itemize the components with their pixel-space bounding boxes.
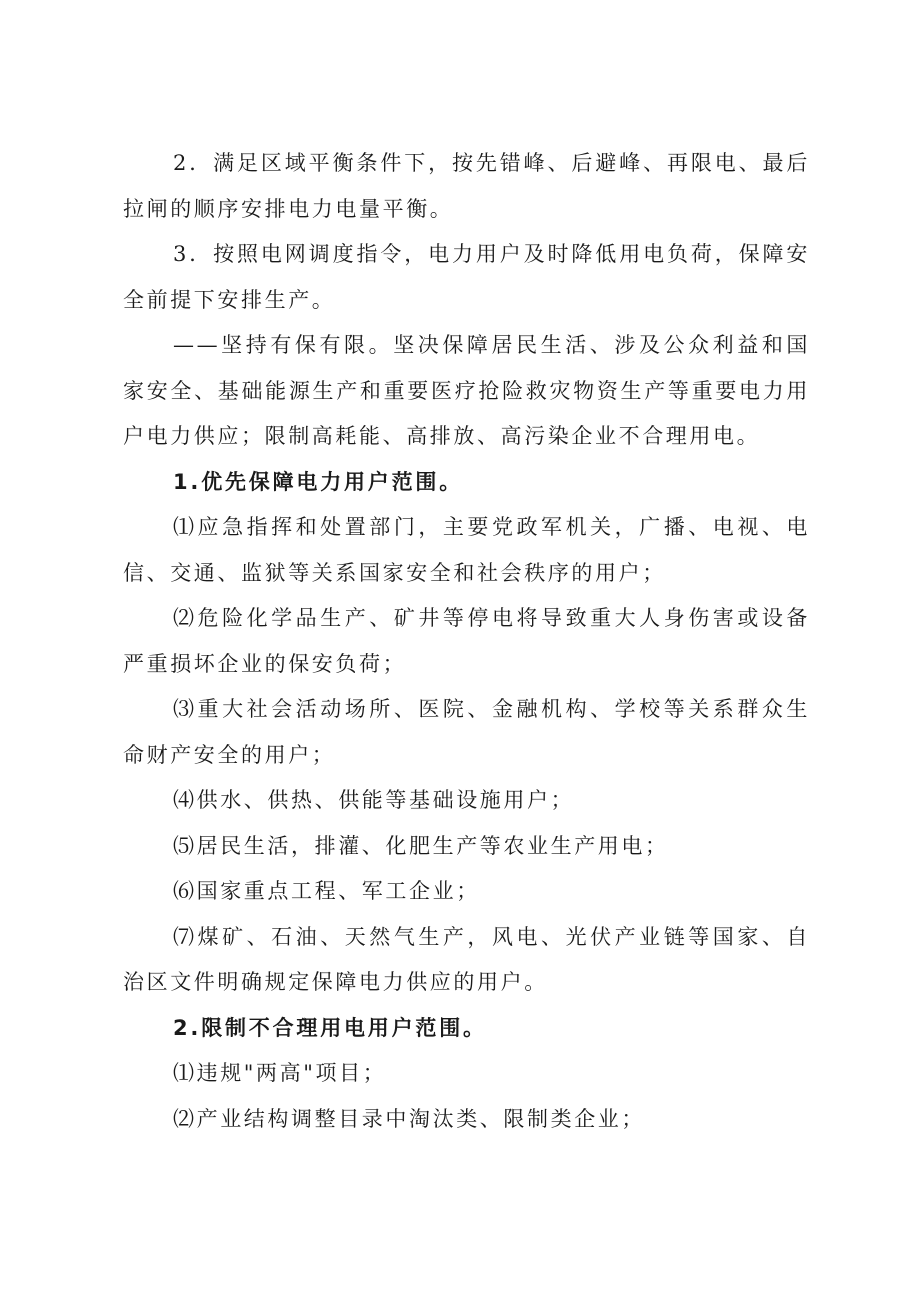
- section-heading-restricted-users: 2.限制不合理用电用户范围。: [173, 1015, 487, 1040]
- section-heading-priority-users: 1.优先保障电力用户范围。: [173, 469, 463, 494]
- list-item-priority-5: ⑸居民生活，排灌、化肥生产等农业生产用电；: [173, 833, 669, 858]
- document-body: [123, 141, 810, 1142]
- list-item-priority-6: ⑹国家重点工程、军工企业；: [173, 879, 480, 903]
- paragraph-dispatch-instruction: 3．按照电网调度指令，电力用户及时降低用电负荷，保障安全前提下安排生产。: [123, 242, 810, 312]
- paragraph-guarantee-and-limit: ——坚持有保有限。坚决保障居民生活、涉及公众利益和国家安全、基础能源生产和重要医疗抢险救灾物资生产等重要电力用户电力供应；限制高耗能、高排放、高污染企业不合理用电。: [123, 333, 810, 448]
- list-item-restricted-1: ⑴违规"两高"项目；: [173, 1061, 387, 1085]
- list-item-priority-2: ⑵危险化学品生产、矿井等停电将导致重大人身伤害或设备严重损坏企业的保安负荷；: [123, 606, 810, 676]
- list-item-priority-7: ⑺煤矿、石油、天然气生产，风电、光伏产业链等国家、自治区文件明确规定保障电力供应的用户。: [123, 924, 810, 994]
- paragraph-balance-order: 2．满足区域平衡条件下，按先错峰、后避峰、再限电、最后拉闸的顺序安排电力电量平衡。: [123, 151, 810, 221]
- list-item-priority-1: ⑴应急指挥和处置部门，主要党政军机关，广播、电视、电信、交通、监狱等关系国家安全和社会秩序的用户；: [123, 515, 810, 585]
- list-item-priority-4: ⑷供水、供热、供能等基础设施用户；: [173, 788, 575, 812]
- list-item-priority-3: ⑶重大社会活动场所、医院、金融机构、学校等关系群众生命财产安全的用户；: [123, 697, 810, 767]
- list-item-restricted-2: ⑵产业结构调整目录中淘汰类、限制类企业；: [173, 1106, 645, 1131]
